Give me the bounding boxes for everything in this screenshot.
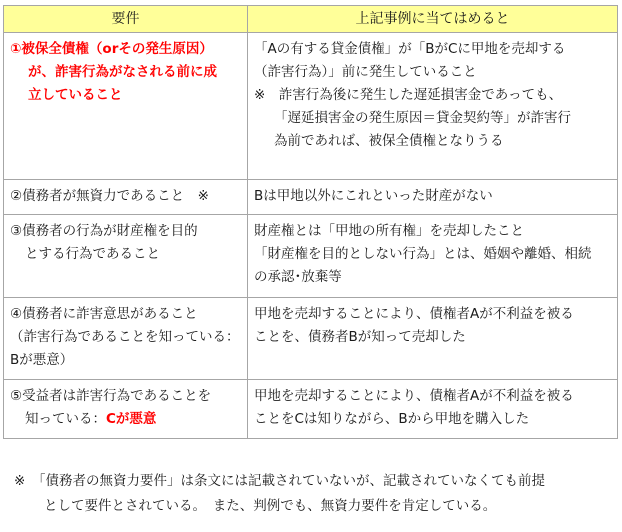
text-line: 立していること	[28, 87, 123, 103]
text-line: ことをCは知りながら、Bから甲地を購入した	[254, 411, 530, 427]
requirement-cell	[4, 298, 248, 380]
text-line: Bが悪意）	[10, 352, 74, 368]
header-requirement: 要件	[4, 6, 248, 33]
text-line: ※ 詐害行為後に発生した遅延損害金であっても、	[254, 87, 563, 103]
text-line: 「財産権を目的としない行為」とは、婚姻や離婚、相続	[254, 246, 592, 262]
text-line: （詐害行為）」前に発生していること	[254, 64, 477, 80]
text-line: 為前であれば、被保全債権となりうる	[274, 133, 504, 149]
table-header-row	[4, 6, 618, 33]
text-line: 「遅延損害金の発生原因＝貸金契約等」が詐害行	[274, 110, 571, 126]
text-line: 「Aの有する貸金債権」が「BがCに甲地を売却する	[254, 41, 566, 57]
text-line: ④債務者に詐害意思があること	[10, 306, 198, 322]
text-line: ①被保全債権（orその発生原因）	[10, 41, 213, 57]
text-line: 甲地を売却することにより、債権者Aが不利益を被る	[254, 306, 574, 322]
application-cell	[248, 298, 618, 380]
highlight-text: Cが悪意	[106, 411, 157, 427]
text-line: が、詐害行為がなされる前に成	[28, 64, 217, 80]
table-row	[4, 180, 618, 215]
application-cell	[248, 380, 618, 439]
table-row	[4, 215, 618, 298]
footnote-line: として要件とされている。 また、判例でも、無資力要件を肯定している。	[44, 498, 497, 514]
requirement-cell	[4, 380, 248, 439]
application-cell	[248, 33, 618, 180]
requirement-cell	[4, 33, 248, 180]
table-row	[4, 33, 618, 180]
text-line: 財産権とは「甲地の所有権」を売却したこと	[254, 223, 524, 239]
application-cell	[248, 180, 618, 215]
application-cell	[248, 215, 618, 298]
header-application: 上記事例に当てはめると	[248, 6, 618, 33]
text-line: 甲地を売却することにより、債権者Aが不利益を被る	[254, 388, 574, 404]
requirements-table	[3, 5, 618, 439]
text-fragment: 知っている：	[25, 411, 106, 427]
text-line: の承認･放棄等	[254, 269, 342, 285]
text-line: ②債務者が無資力であること ※	[10, 188, 209, 204]
text-line	[10, 408, 241, 431]
footnote-line: ※ 「債務者の無資力要件」は条文には記載されていないが、記載されていなくても前提	[14, 473, 546, 489]
text-line: ③債務者の行為が財産権を目的	[10, 223, 198, 239]
requirement-cell	[4, 180, 248, 215]
text-line: とする行為であること	[25, 246, 160, 262]
text-line: Bは甲地以外にこれといった財産がない	[254, 188, 493, 204]
footnote	[14, 469, 614, 519]
text-line: ⑤受益者は詐害行為であることを	[10, 388, 212, 404]
text-line: ことを、債務者Bが知って売却した	[254, 329, 466, 345]
table-row	[4, 380, 618, 439]
table-row	[4, 298, 618, 380]
text-line: （詐害行為であることを知っている：	[10, 329, 240, 345]
requirement-cell	[4, 215, 248, 298]
